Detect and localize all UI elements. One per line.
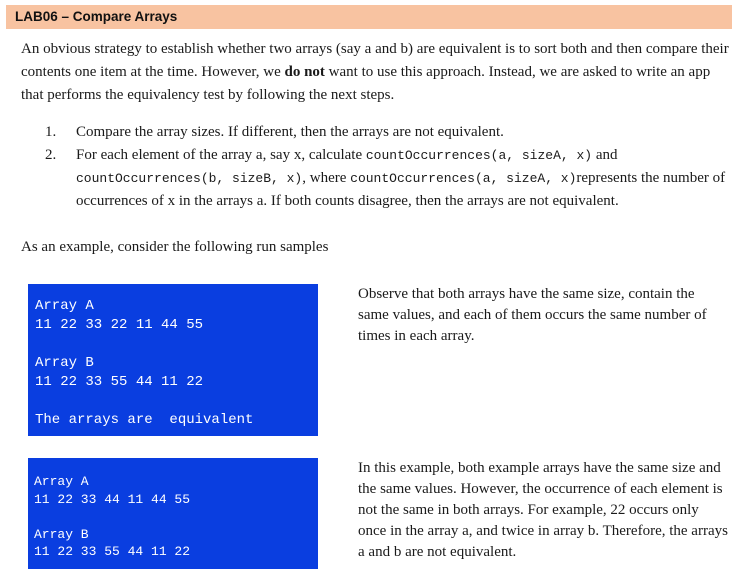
intro-text-start: An obvious strategy to establish whether two arrays (say a and b) are equivalent is to sort both and then compare their contents one item at the time. However, we xyxy=(21,41,729,80)
intro-bold-text: do not xyxy=(284,64,325,80)
console-result-line: The arrays are equivalent xyxy=(35,412,254,428)
console-line: 11 22 33 55 44 11 22 xyxy=(35,374,204,390)
example-intro-text: As an example, consider the following run samples xyxy=(21,239,329,255)
sample-2-description: In this example, both example arrays have the same size and the same values. However, the occurrence of each element is not the same in both arrays. For example, 22 occurs only once in the array a, and twice in array b. Therefore, the arrays a and b are not equivalent. xyxy=(358,460,728,560)
console-line: Array B xyxy=(34,526,89,542)
step-item-1 xyxy=(45,121,731,144)
lab-title: LAB06 – Compare Arrays xyxy=(6,5,732,29)
intro-paragraph xyxy=(21,38,731,107)
console-line: 11 22 33 55 44 11 22 xyxy=(34,544,191,559)
step-number-2: 2. xyxy=(45,147,57,163)
console-line: 11 22 33 44 11 44 55 xyxy=(34,491,191,507)
sample-1-description: Observe that both arrays have the same size, contain the same values, and each of them occurs the same number of times in each array. xyxy=(358,286,707,344)
sample-2-console xyxy=(28,458,318,569)
step-2-text-1: For each element of the array a, say x, calculate xyxy=(76,147,366,163)
console-line: Array B xyxy=(35,355,94,371)
console-line xyxy=(35,335,318,354)
sample-1-console xyxy=(28,284,318,436)
console-line xyxy=(35,392,318,411)
intro-text-end: want to use this approach. Instead, we are asked to write an app that performs the equivalency test by following the next steps. xyxy=(21,64,711,103)
step-2-text-4: represents the number of occurrences of x in the arrays a. If both counts disagree, then the arrays are not equivalent. xyxy=(76,170,726,209)
console-line: Array A xyxy=(35,298,94,314)
step-item-2 xyxy=(45,144,731,213)
step-2-code-1: countOccurrences(a, sizeA, x) xyxy=(365,148,593,163)
step-2-code-2: countOccurrences(b, sizeB, x) xyxy=(76,171,303,186)
step-number-1: 1. xyxy=(45,124,57,140)
step-text-1: Compare the array sizes. If different, then the arrays are not equivalent. xyxy=(76,124,504,140)
console-line: Array A xyxy=(34,474,89,489)
console-line: 11 22 33 22 11 44 55 xyxy=(35,317,204,333)
console-line xyxy=(34,508,318,526)
steps-list xyxy=(45,121,731,213)
step-2-text-3: , where xyxy=(302,170,351,186)
step-2-text-2: and xyxy=(592,147,618,163)
step-2-code-3: countOccurrences(a, sizeA, x) xyxy=(350,171,577,186)
